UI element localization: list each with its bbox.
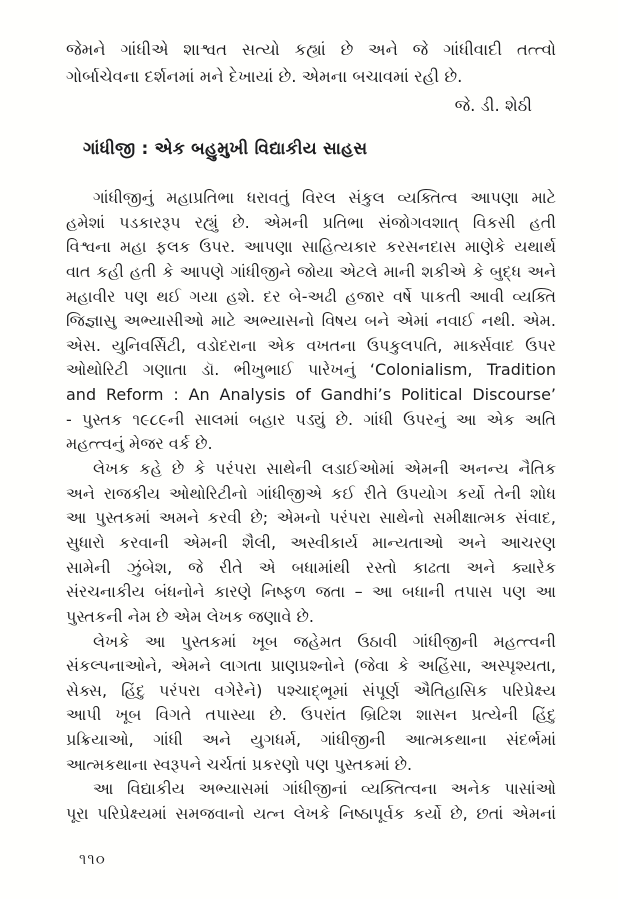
text-line: આત્મકથાના સ્વરૂપને ચર્ચતાં પ્રકરણો પણ પુસ્તકમાં છે. [66,754,413,774]
text-line: લેખકે આ પુસ્તકમાં ખૂબ જહેમત ઉઠાવી ગાંધીજીની મહત્ત્વની [93,631,556,651]
text-line: ગોર્બાચેવના દર્શનમાં મને દેખાયાં છે. એમના બચાવમાં રહી છે. [66,67,463,86]
review-body [66,186,556,827]
page-number: ૧૧૦ [79,850,106,868]
author-signature: જે. ડી. શેઠી [454,96,532,115]
text-line: હમેશાં પડકારરૂપ રહ્યું છે. એમની પ્રતિભા સંજોગવશાત્ વિકસી હતી [66,212,556,232]
text-line: સંરચનાકીય બંધનોને કારણે નિષ્ફળ જતા – આ બધાની તપાસ પણ આ [66,582,556,602]
text-line: સંકલ્પનાઓને, એમને લાગતા પ્રાણપ્રશ્નોને (જેવા કે અહિંસા, અસ્પૃશ્યતા, [66,656,556,676]
text-line: પુસ્તકની નેમ છે એમ લેખક જણાવે છે. [66,606,314,626]
text-line: મહાવીર પણ થઈ ગયા હશે. દર બે-અઢી હજાર વર્ષે પાકતી આવી વ્યક્તિ [66,286,556,306]
text-line: આપી ખૂબ વિગતે તપાસ્યા છે. ઉપરાંત બ્રિટિશ શાસન પ્રત્યેની હિંદુ [66,705,556,725]
text-line: - પુસ્તક ૧૯૮૯ની સાલમાં બહાર પડ્યું છે. ગાંધી ઉપરનું આ એક અતિ [66,409,556,429]
text-line: સુધારો કરવાની એમની શૈલી, અસ્વીકાર્ય માન્યતાઓ અને આચરણ [66,532,556,552]
text-line: લેખક કહે છે કે પરંપરા સાથેની લડાઈઓમાં એમની અનન્ય નૈતિક [93,459,556,479]
text-line: સેક્સ, હિંદુ પરંપરા વગેરેને) પશ્ચાદ્‌ભૂમાં સંપૂર્ણ ઐતિહાસિક પરિપ્રેક્ષ્ય [66,680,556,700]
text-line: જેમને ગાંધીએ શાશ્વત સત્યો કહ્યાં છે અને જે ગાંધીવાદી તત્ત્વો [66,40,556,59]
text-line: આ પુસ્તકમાં અમને કરવી છે; એમનો પરંપરા સાથેનો સમીક્ષાત્મક સંવાદ, [66,508,556,528]
text-line: અને રાજકીય ઓથોરિટીનો ગાંધીજીએ કઈ રીતે ઉપયોગ કર્યો તેની શોધ [66,483,556,503]
closing-paragraph [66,36,556,90]
text-line: મહત્ત્વનું મેજર વર્ક છે. [66,434,213,454]
text-line: ગાંધીજીનું મહાપ્રતિભા ધરાવતું વિરલ સંકુલ વ્યક્તિત્વ આપણા માટે [93,188,556,207]
text-line: ઓથોરિટી ગણાતા ડૉ. ભીખુભાઈ પારેખનું ‘Colonialism, Tradition [66,360,556,380]
text-line: જિજ્ઞાસુ અભ્યાસીઓ માટે અભ્યાસનો વિષય બને એમાં નવાઈ નથી. એમ. [66,311,556,331]
text-line: સામેની ઝુંબેશ, જે રીતે એ બધામાંથી રસ્તો કાઢતા અને ક્યારેક [66,557,556,577]
text-line: વિશ્વના મહા ફલક ઉપર. આપણા સાહિત્યકાર કરસનદાસ માણેકે યથાર્થ [66,237,556,257]
review-title: ગાંધીજી : એક બહુમુખી વિદ્યાકીય સાહસ [83,139,368,159]
text-line: પ્રક્રિયાઓ, ગાંધી અને યુગધર્મ, ગાંધીજીની આત્મકથાના સંદર્ભમાં [66,730,556,750]
text-line: એસ. યુનિવર્સિટી, વડોદરાના એક વખતના ઉપકુલપતિ, માર્ક્સવાદ ઉપર [66,335,556,355]
text-line: and Reform : An Analysis of Gandhi’s Political Discourse’ [66,385,556,405]
text-line: વાત કહી હતી કે આપણે ગાંધીજીને જોયા એટલે માની શકીએ કે બુદ્ધ અને [66,261,556,281]
text-line: પૂરા પરિપ્રેક્ષ્યમાં સમજવાનો યત્ન લેખકે નિષ્ઠાપૂર્વક કર્યો છે, છતાં એમનાં [66,804,556,824]
text-line: આ વિદ્યાકીય અભ્યાસમાં ગાંધીજીનાં વ્યક્તિત્વના અનેક પાસાંઓ [93,779,556,799]
